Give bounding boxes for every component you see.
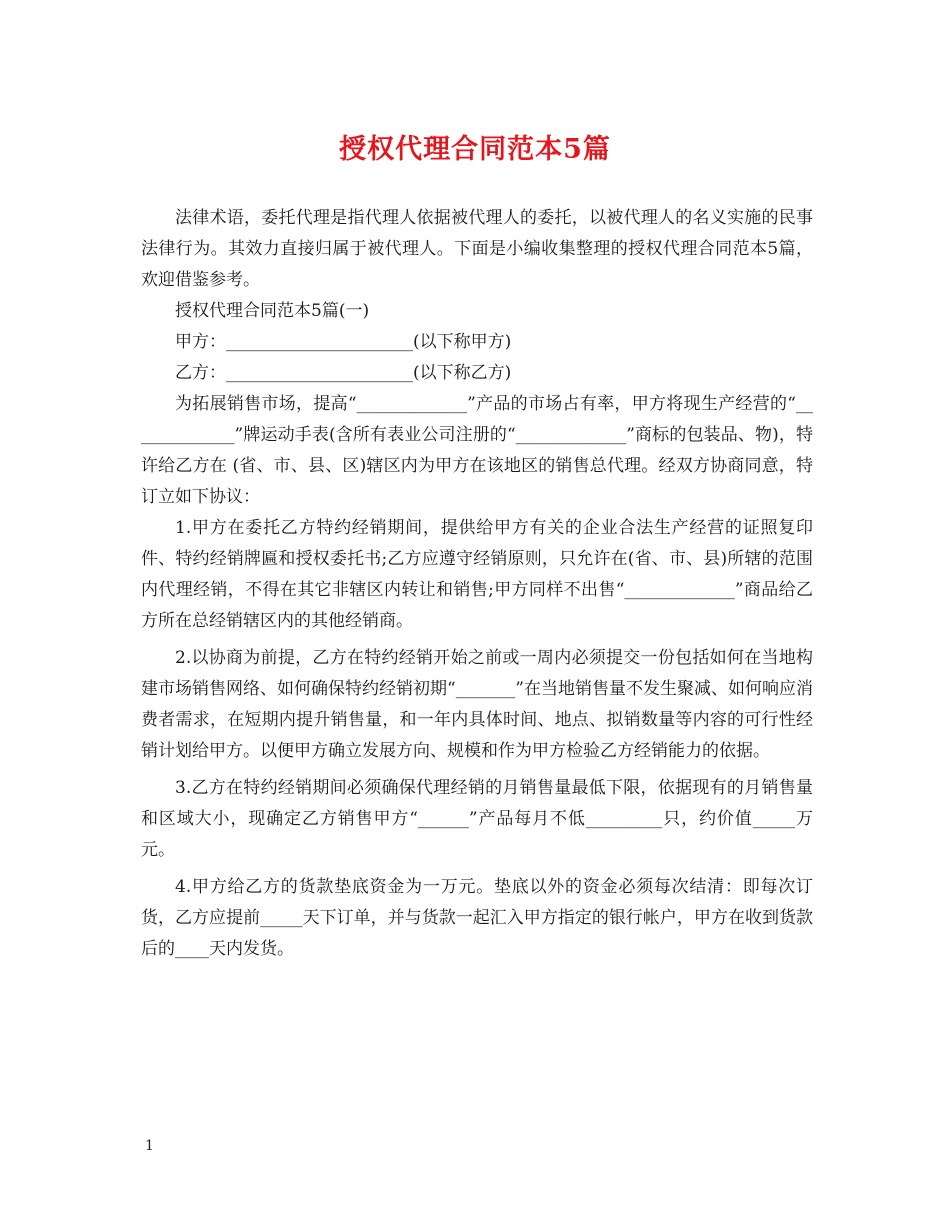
clause-1: 1.甲方在委托乙方特约经销期间，提供给甲方有关的企业合法生产经营的证照复印件、特约经销牌匾和授权委托书;乙方应遵守经销原则，只允许在(省、市、县)所辖的范围内代理经销，不得在其它非辖区内转让和销售;甲方同样不出售“_____________”商品给乙方所在总经销辖区内的其他经销商。 xyxy=(141,518,813,631)
intro-paragraph: 法律术语，委托代理是指代理人依据被代理人的委托，以被代理人的名义实施的民事法律行为。其效力直接归属于被代理人。下面是小编收集整理的授权代理合同范本5篇，欢迎借鉴参考。 xyxy=(141,208,813,290)
document-body xyxy=(141,203,813,965)
clause-2: 2.以协商为前提，乙方在特约经销开始之前或一周内必须提交一份包括如何在当地构建市场销售网络、如何确保特约经销初期“_______”在当地销售量不发生聚减、如何响应消费者需求，在短期内提升销售量，和一年内具体时间、地点、拟销数量等内容的可行性经销计划给甲方。以便甲方确立发展方向、规模和作为甲方检验乙方经销能力的依据。 xyxy=(141,648,813,761)
section-heading: 授权代理合同范本5篇(一) xyxy=(175,301,370,321)
preamble-paragraph: 为拓展销售市场，提高“_____________”产品的市场占有率，甲方将现生产经营的“_____________”牌运动手表(含所有表业公司注册的“_____________”商标的包装品、物)，特许给乙方在 (省、市、县、区)辖区内为甲方在该地区的销售总代理。经双方协商同意，特订立如下协议： xyxy=(141,394,813,507)
party-a-line: 甲方：______________________(以下称甲方) xyxy=(175,332,512,352)
party-b-line: 乙方：______________________(以下称乙方) xyxy=(175,363,512,383)
clause-4: 4.甲方给乙方的货款垫底资金为一万元。垫底以外的资金必须每次结清：即每次订货，乙方应提前_____天下订单，并与货款一起汇入甲方指定的银行帐户，甲方在收到货款后的____天内发货。 xyxy=(141,877,813,959)
page-number: 1 xyxy=(145,1138,154,1154)
document-title: 授权代理合同范本5篇 xyxy=(339,134,611,165)
clause-3: 3.乙方在特约经销期间必须确保代理经销的月销售量最低下限，依据现有的月销售量和区域大小，现确定乙方销售甲方“______”产品每月不低_________只，约价值_____万元。 xyxy=(141,778,813,860)
